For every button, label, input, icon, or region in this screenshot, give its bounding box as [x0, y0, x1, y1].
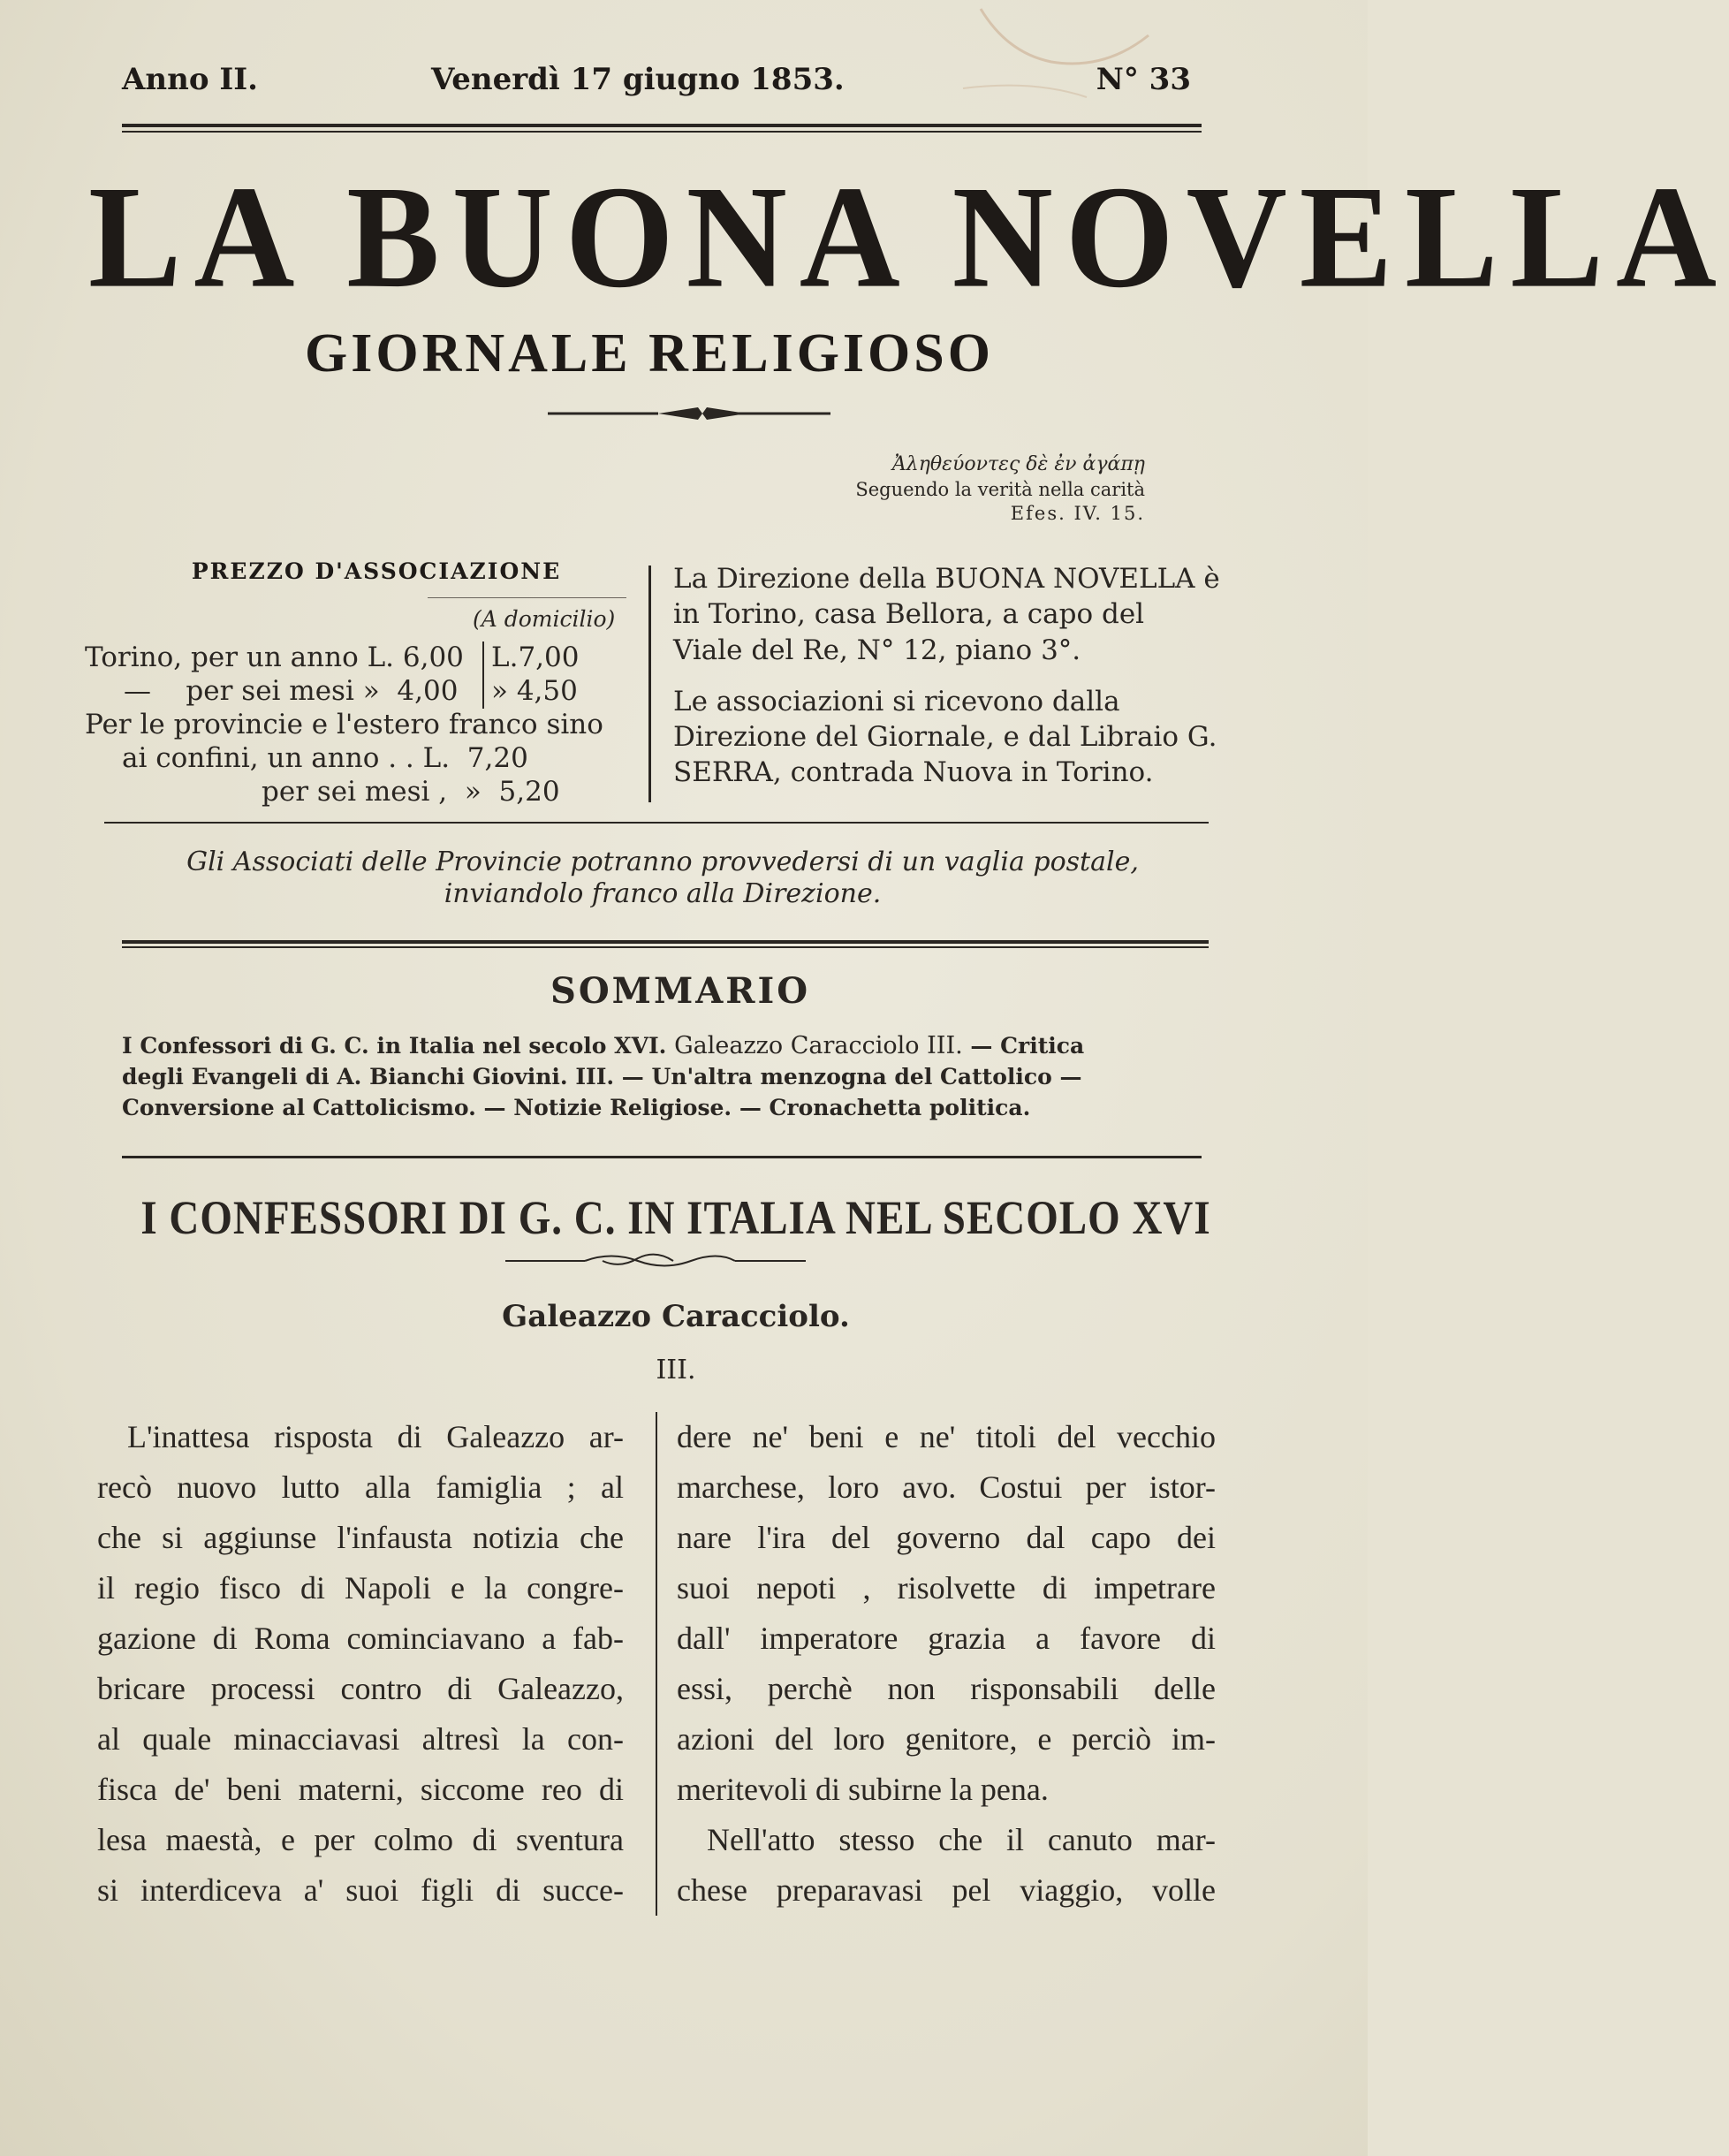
article-column-left — [97, 1412, 624, 1916]
summary-contents — [122, 1029, 1217, 1123]
subscription-price-table — [85, 641, 633, 809]
epigraph-greek: Ἀληθεύοντες δὲ ἐν ἀγάπῃ — [891, 453, 1145, 475]
price-row: Per le provincie e l'estero franco sino — [85, 709, 603, 740]
text-line: azioni del loro genitore, e perciò im- — [677, 1721, 1216, 1757]
article-column-divider — [656, 1412, 657, 1916]
price-row: Torino, per un anno L. 6,00 L.7,00 — [85, 641, 580, 673]
text-line: suoi nepoti , risolvette di impetrare — [677, 1570, 1216, 1606]
summary-line: Conversione al Cattolicismo. — Notizie Religiose. — Cronachetta politica. — [122, 1094, 1031, 1120]
text-line: L'inattesa risposta di Galeazzo ar- — [127, 1419, 624, 1454]
text-line: essi, perchè non risponsabili delle — [677, 1671, 1216, 1706]
direction-info — [673, 561, 1221, 807]
text-line: Nell'atto stesso che il canuto mar- — [707, 1822, 1216, 1857]
epigraph-reference: Efes. IV. 15. — [1010, 502, 1145, 524]
price-row: per sei mesi , » 5,20 — [262, 776, 560, 808]
postal-notice: Gli Associati delle Provincie potranno provvedersi di un vaglia postale, inviandolo franco alla Direzione. — [186, 846, 1139, 909]
domicile-underline — [428, 597, 626, 598]
subscription-info: Le associazioni si ricevono dalla Direzione del Giornale, e dal Libraio G. SERRA, contrada Nuova in Torino. — [673, 685, 1217, 789]
text-line: dere ne' beni e ne' titoli del vecchio — [677, 1419, 1216, 1454]
text-line: marchese, loro avo. Costui per istor- — [677, 1469, 1216, 1505]
newspaper-subtitle: GIORNALE RELIGIOSO — [304, 323, 994, 383]
summary-heading: SOMMARIO — [550, 970, 811, 1012]
article-part-number: III. — [656, 1355, 696, 1385]
text-line: che si aggiunse l'infausta notizia che — [97, 1520, 624, 1555]
text-line: nare l'ira del governo dal capo dei — [677, 1520, 1216, 1555]
subscription-price-heading: PREZZO D'ASSOCIAZIONE — [191, 558, 562, 584]
text-line: fisca de' beni materni, siccome reo di — [97, 1772, 624, 1807]
article-title: I CONFESSORI DI G. C. IN ITALIA NEL SECOLO XVI — [140, 1192, 1211, 1245]
text-line: lesa maestà, e per colmo di sventura — [97, 1822, 624, 1857]
epigraph — [855, 452, 1145, 526]
summary-line: degli Evangeli di A. Bianchi Giovini. III. — Un'altra menzogna del Cattolico — — [122, 1064, 1082, 1090]
text-line: chese preparavasi pel viaggio, volle — [677, 1872, 1216, 1908]
epigraph-italian: Seguendo la verità nella carità — [855, 478, 1145, 500]
price-row: ai confini, un anno . . L. 7,20 — [122, 742, 528, 774]
issue-number: N° 33 — [1096, 62, 1191, 97]
notice-rule-top — [122, 940, 1209, 944]
direction-address: La Direzione della BUONA NOVELLA è in Torino, casa Bellora, a capo del Viale del Re, N° 12, piano 3°. — [673, 563, 1220, 666]
issue-date: Venerdì 17 giugno 1853. — [431, 62, 845, 97]
text-line: il regio fisco di Napoli e la congre- — [97, 1570, 624, 1606]
summary-line: I Confessori di G. C. in Italia nel secolo XVI. Galeazzo Caracciolo III. — Critica — [122, 1032, 1085, 1059]
header-column-divider — [648, 566, 651, 802]
header-rule — [104, 822, 1209, 824]
title-ornament-divider — [548, 402, 830, 425]
domicile-label: (A domicilio) — [473, 606, 616, 632]
article-subtitle: Galeazzo Caracciolo. — [502, 1299, 850, 1334]
notice-rule-bottom — [122, 946, 1209, 948]
masthead-rule-bottom — [122, 131, 1202, 133]
text-line: recò nuovo lutto alla famiglia ; al — [97, 1469, 624, 1505]
text-line: bricare processi contro di Galeazzo, — [97, 1671, 624, 1706]
text-line: si interdiceva a' suoi figli di succe- — [97, 1872, 624, 1908]
newspaper-title: LA BUONA NOVELLA — [88, 156, 1729, 319]
masthead-info-row — [122, 55, 1191, 108]
article-column-right — [677, 1412, 1216, 1916]
masthead-rule-top — [122, 124, 1202, 127]
price-row: — per sei mesi » 4,00 » 4,50 — [124, 675, 578, 707]
text-line: al quale minacciavasi altresì la con- — [97, 1721, 624, 1757]
text-line: gazione di Roma cominciavano a fab- — [97, 1621, 624, 1656]
issue-year: Anno II. — [122, 62, 258, 97]
text-line: meritevoli di subirne la pena. — [677, 1772, 1049, 1807]
article-ornament-divider — [505, 1248, 806, 1274]
text-line: dall' imperatore grazia a favore di — [677, 1621, 1216, 1656]
summary-rule — [122, 1156, 1202, 1158]
